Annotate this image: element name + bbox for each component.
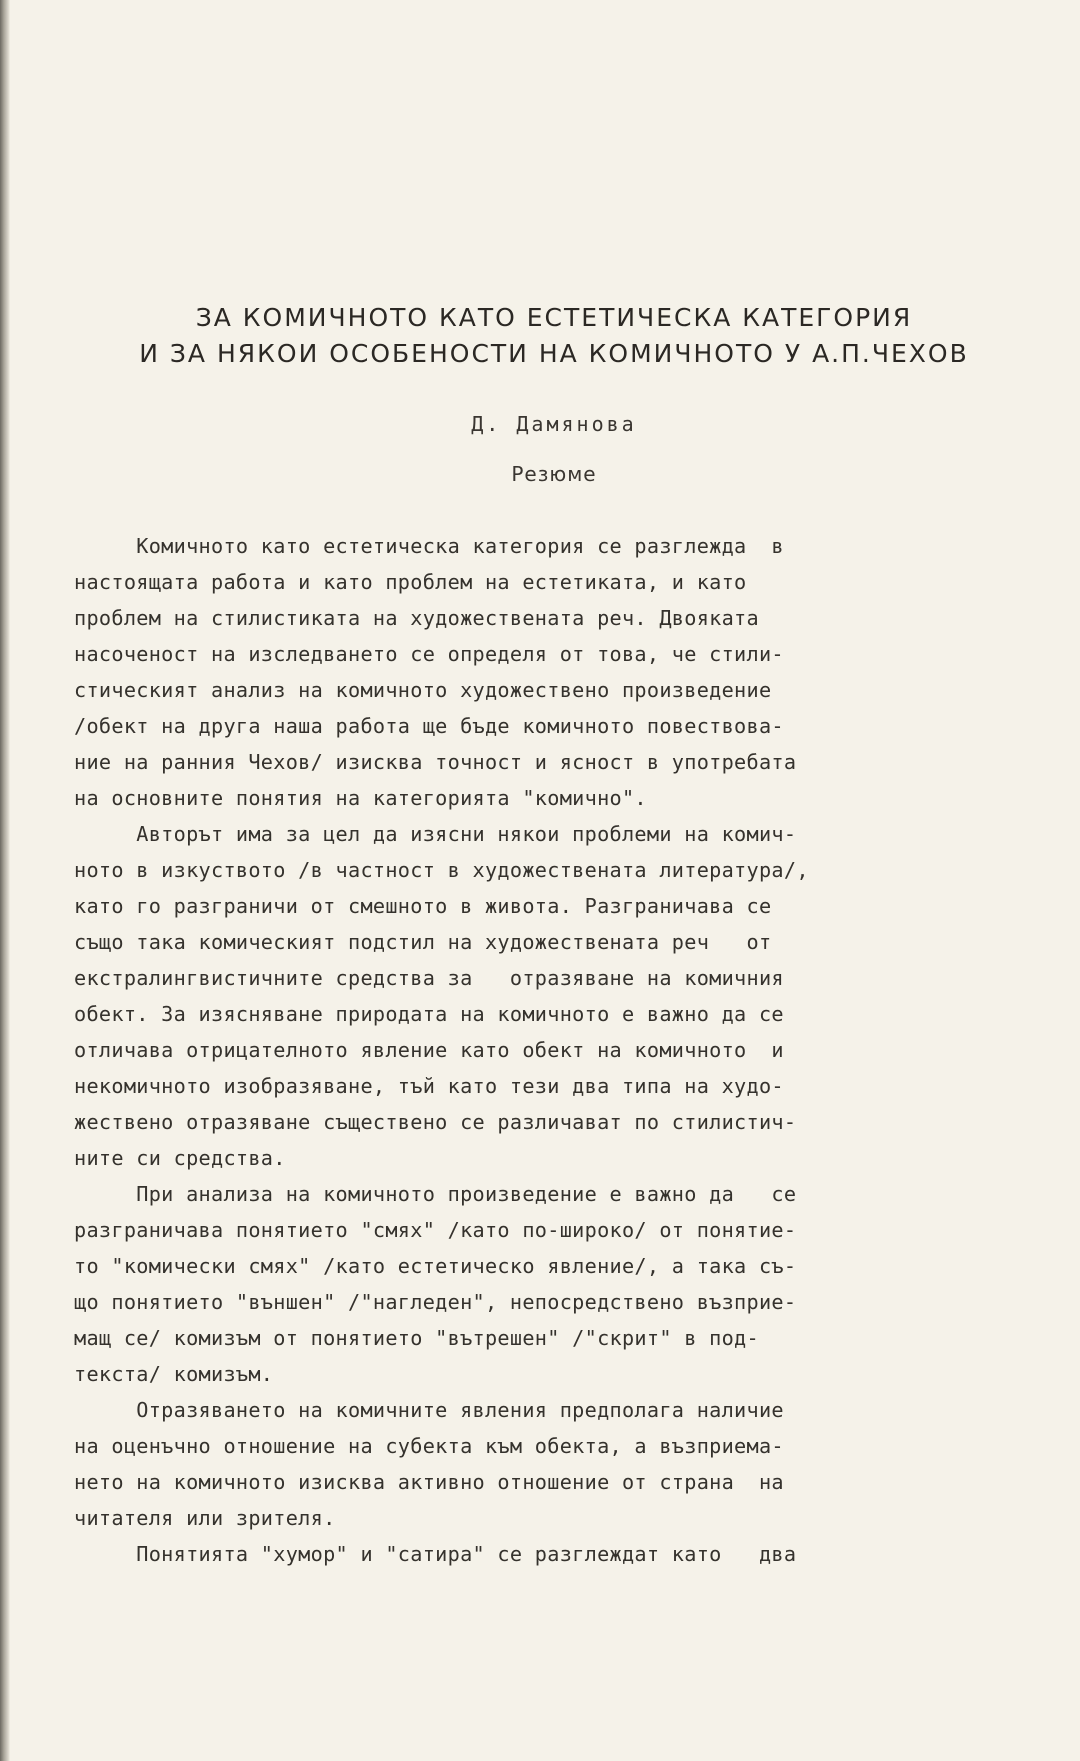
body-line: /обект на друга наша работа ще бъде комичното повествова-: [74, 714, 784, 738]
body-line: екстралингвистичните средства за отразяване на комичния: [74, 966, 784, 990]
title-line-2: И ЗА НЯКОИ ОСОБЕНОСТИ НА КОМИЧНОТО У А.П.ЧЕХОВ: [139, 339, 969, 368]
author-name: Д. Дамянова: [471, 412, 637, 436]
article-content: [74, 300, 1034, 1572]
body-line: що понятието "външен" /"нагледен", непосредствено възприе-: [74, 1290, 797, 1314]
section-heading: Резюме: [511, 462, 597, 486]
body-line: Отразяването на комичните явления предполага наличие: [74, 1398, 784, 1422]
body-line: разграничава понятието "смях" /като по-широко/ от понятие-: [74, 1218, 797, 1242]
body-line: обект. За изясняване природата на комичното е важно да се: [74, 1002, 784, 1026]
body-line: При анализа на комичното произведение е важно да се: [74, 1182, 797, 1206]
body-line: като го разграничи от смешното в живота. Разграничава се: [74, 894, 772, 918]
body-line: Авторът има за цел да изясни някои проблеми на комич-: [74, 822, 797, 846]
body-line: ното в изкуството /в частност в художествената литература/,: [74, 858, 809, 882]
body-line: проблем на стилистиката на художествената реч. Двояката: [74, 606, 759, 630]
body-line: също така комическият подстил на художествената реч от: [74, 930, 772, 954]
body-line: текста/ комизъм.: [74, 1362, 274, 1386]
title-line-1: ЗА КОМИЧНОТО КАТО ЕСТЕТИЧЕСКА КАТЕГОРИЯ: [195, 303, 913, 332]
body-line: некомичното изобразяване, тъй като тези два типа на худо-: [74, 1074, 784, 1098]
summary-body: [74, 528, 1034, 1572]
body-line: жествено отразяване съществено се различават по стилистич-: [74, 1110, 797, 1134]
body-line: Понятията "хумор" и "сатира" се разглеждат като два: [74, 1542, 797, 1566]
body-line: мащ се/ комизъм от понятието "вътрешен" /"скрит" в под-: [74, 1326, 759, 1350]
body-line: насоченост на изследването се определя от това, че стили-: [74, 642, 784, 666]
body-line: ните си средства.: [74, 1146, 286, 1170]
body-line: ние на ранния Чехов/ изисква точност и ясност в употребата: [74, 750, 797, 774]
body-line: нето на комичното изисква активно отношение от страна на: [74, 1470, 784, 1494]
body-line: читателя или зрителя.: [74, 1506, 336, 1530]
body-line: настоящата работа и като проблем на естетиката, и като: [74, 570, 747, 594]
page-binding-edge: [0, 0, 10, 1761]
body-line: то "комически смях" /като естетическо явление/, а така съ-: [74, 1254, 797, 1278]
body-line: отличава отрицателното явление като обект на комичното и: [74, 1038, 784, 1062]
body-line: на основните понятия на категорията "комично".: [74, 786, 647, 810]
body-line: Комичното като естетическа категория се разглежда в: [74, 534, 784, 558]
body-line: стическият анализ на комичното художествено произведение: [74, 678, 772, 702]
body-line: на оценъчно отношение на субекта към обекта, а възприема-: [74, 1434, 784, 1458]
article-title: [74, 300, 1034, 372]
